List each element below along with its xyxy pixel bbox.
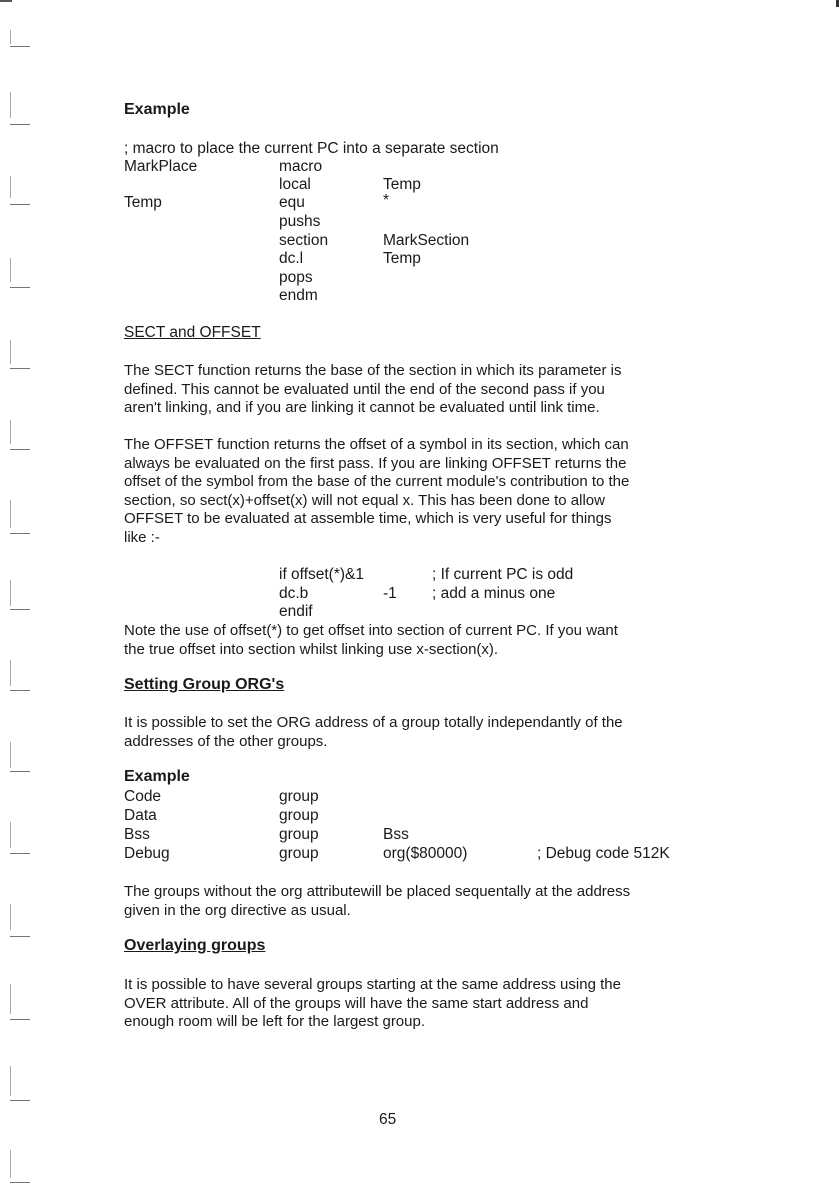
group-org-note-paragraph: The groups without the org attributewill be placed sequentally at the address given in the org directive as usual. — [124, 883, 631, 919]
section-heading-overlaying: Overlaying groups — [124, 937, 266, 954]
code-op: dc.l — [279, 250, 304, 267]
code-arg: MarkSection — [383, 232, 470, 249]
example-heading-1: Example — [124, 101, 190, 118]
code-op: group — [279, 826, 319, 843]
sect-paragraph-1: The SECT function returns the base of the section in which its parameter is defined. This cannot be evaluated until the end of the second pass if you aren't linking, and if you are linking it cannot be evaluated until link time. — [124, 362, 622, 416]
code-comment: ; Debug code 512K — [537, 845, 670, 862]
section-heading-group-org: Setting Group ORG's — [124, 676, 285, 693]
code-label: Bss — [124, 826, 150, 843]
code-arg: Temp — [383, 250, 421, 267]
code-op: endif — [279, 603, 313, 620]
macro-comment: ; macro to place the current PC into a separate section — [124, 140, 499, 157]
code-label: MarkPlace — [124, 158, 198, 175]
code-arg: -1 — [383, 585, 397, 602]
code-label: Code — [124, 788, 162, 805]
code-op: group — [279, 845, 319, 862]
code-op: pops — [279, 269, 313, 286]
code-op: group — [279, 807, 319, 824]
code-op: if offset(*)&1 — [279, 566, 365, 583]
code-op: dc.b — [279, 585, 309, 602]
code-label: Data — [124, 807, 157, 824]
page-number: 65 — [379, 1111, 397, 1128]
offset-paragraph: The OFFSET function returns the offset of a symbol in its section, which can always be evaluated on the first pass. If you are linking OFFSET returns the offset of the symbol from the base of the current module's contribution to the section, so sect(x)+offset(x) will not equal x. This has been done to allow OFFSET to be evaluated at assemble time, which is very useful for things like :- — [124, 436, 630, 546]
code-label: Temp — [124, 194, 162, 211]
code-label: Debug — [124, 845, 170, 862]
code-op: endm — [279, 287, 318, 304]
code-arg: org($80000) — [383, 845, 468, 862]
code-op: pushs — [279, 213, 321, 230]
code-arg: Bss — [383, 826, 409, 843]
binding-edge-marks — [0, 0, 30, 1190]
code-arg: Temp — [383, 176, 421, 193]
code-comment: ; add a minus one — [432, 585, 556, 602]
section-heading-sect-offset: SECT and OFFSET — [124, 324, 261, 341]
overlay-paragraph: It is possible to have several groups starting at the same address using the OVER attribute. All of the groups will have the same start address and enough room will be left for the largest group. — [124, 976, 621, 1030]
code-op: local — [279, 176, 311, 193]
code-op: equ — [279, 194, 305, 211]
code-op: macro — [279, 158, 323, 175]
offset-note-paragraph: Note the use of offset(*) to get offset into section of current PC. If you want the true offset into section whilst linking use x-section(x). — [124, 622, 618, 658]
code-comment: ; If current PC is odd — [432, 566, 574, 583]
example-heading-2: Example — [124, 768, 190, 785]
group-org-paragraph: It is possible to set the ORG address of a group totally independantly of the addresses of the other groups. — [124, 714, 623, 750]
code-op: group — [279, 788, 319, 805]
code-op: section — [279, 232, 329, 249]
code-arg: * — [383, 192, 390, 209]
